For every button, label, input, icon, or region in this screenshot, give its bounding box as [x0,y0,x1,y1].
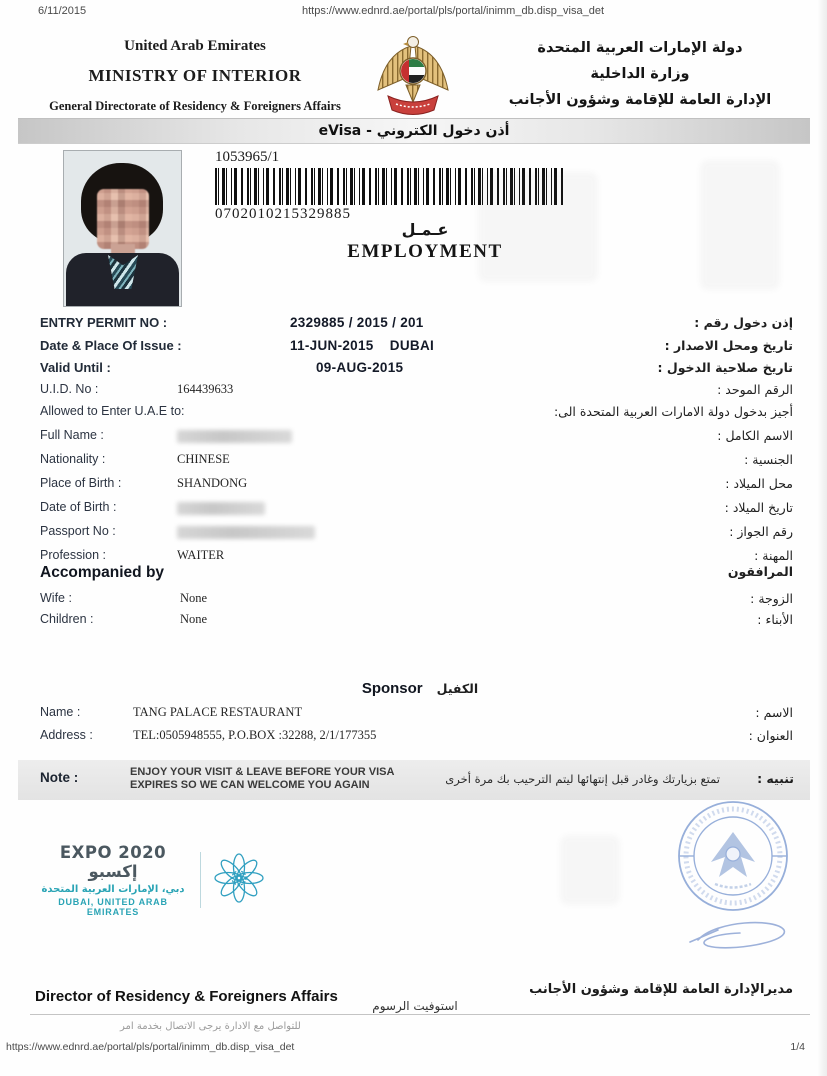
field-label-ar: تاريخ ومحل الاصدار : [664,338,793,353]
field-row-children [0,612,827,632]
field-row-allowed-to-enter [0,404,827,424]
field-label: ENTRY PERMIT NO : [40,315,168,330]
field-value: WAITER [177,548,225,562]
field-label: Valid Until : [40,360,111,375]
field-label: Name : [40,705,81,719]
section-title: Accompanied by [40,564,165,581]
field-value: TEL:0505948555, P.O.BOX :32288, 2/1/177355 [133,728,377,742]
field-label-ar: رقم الجواز : [729,524,793,539]
applicant-photo [63,150,182,307]
director-title-english: Director of Residency & Foreigners Affairs [35,988,338,1005]
field-row-wife [0,591,827,611]
field-label: Passport No : [40,524,116,538]
note-text-english [130,766,394,792]
field-label: Place of Birth : [40,476,122,490]
uae-round-stamp-icon [675,798,791,919]
expo-2020-flower-icon [213,848,265,913]
full-name-redacted-value [177,430,292,443]
fees-collected-text-ar: استوفيت الرسوم [372,999,458,1013]
field-value: None [180,612,208,626]
field-row-valid-until [0,360,827,380]
scan-artifact [560,835,620,905]
date-of-birth-redacted-value [177,502,265,515]
country-name: United Arab Emirates [124,38,266,54]
expo-title: EXPO 2020 إكسبو [59,843,167,881]
field-label: Full Name : [40,428,104,442]
field-label-ar: الاسم الكامل : [717,428,793,443]
scan-artifact [700,160,780,290]
page-number: 1/4 [790,1041,805,1053]
note-line-2: EXPIRES SO WE CAN WELCOME YOU AGAIN [130,779,370,791]
visa-type-arabic: عـمـل [401,220,449,239]
field-label: Date & Place Of Issue : [40,338,182,353]
field-label-ar: محل الميلاد : [725,476,793,491]
field-value: SHANDONG [177,476,248,490]
field-label: U.I.D. No : [40,382,99,396]
field-value: None [180,591,208,605]
field-row-passport-no [0,524,827,544]
field-value: 2329885 / 2015 / 201 [290,315,424,330]
field-value: 11-JUN-2015 DUBAI [290,338,435,353]
directorate-name-ar: الإدارة العامة للإقامة وشؤون الأجانب [508,92,772,108]
print-url: https://www.ednrd.ae/portal/pls/portal/inimm_db.disp_visa_det [301,5,605,17]
field-value: 164439633 [177,382,234,396]
section-title-ar: المرافقون [727,564,793,579]
field-label: Nationality : [40,452,106,466]
note-label: Note : [40,770,79,785]
field-label: Allowed to Enter U.A.E to: [40,404,185,418]
field-row-place-of-birth [0,476,827,496]
field-label: Children : [40,612,94,626]
field-label: Date of Birth : [40,500,117,514]
note-band [18,760,810,800]
footer-url: https://www.ednrd.ae/portal/pls/portal/inimm_db.disp_visa_det [6,1041,295,1053]
field-row-uid-no [0,382,827,402]
country-name-ar: دولة الإمارات العربية المتحدة [537,40,743,56]
note-line-1: ENJOY YOUR VISIT & LEAVE BEFORE YOUR VISA [130,766,395,778]
ministry-name: MINISTRY OF INTERIOR [88,66,302,85]
expo-logo-text [38,843,188,917]
barcode-number: 0702010215329885 [215,206,351,222]
field-value: TANG PALACE RESTAURANT [133,705,303,719]
field-label-ar: الرقم الموحد : [717,382,793,397]
note-label-ar: تنبيه : [757,771,794,786]
section-title-ar: الكفيل [436,681,479,696]
scan-artifact [478,172,598,282]
expo-subtitle-en: DUBAI, UNITED ARAB EMIRATES [58,897,168,917]
field-label: Wife : [40,591,72,605]
handwritten-signature-icon [688,912,792,963]
contact-text-ar: للتواصل مع الادارة يرجى الاتصال بخدمة امر [120,1021,301,1032]
header-english [30,38,360,114]
field-label-ar: أجيز بدخول دولة الامارات العربية المتحدة الى: [553,404,793,419]
field-row-sponsor-address [0,728,827,748]
expo-subtitle-ar: دبي، الإمارات العربية المتحدة [41,884,185,895]
field-label-ar: الزوجة : [750,591,793,606]
visa-type-english: EMPLOYMENT [347,241,503,262]
field-value: CHINESE [177,452,230,466]
field-label-ar: إذن دخول رقم : [694,315,793,330]
note-text-arabic: تمتع بزيارتك وغادر قبل إنتهائها ليتم الترحيب بك مرة أخرى [445,772,720,786]
section-title: Sponsor [361,680,423,697]
field-label-ar: تاريخ صلاحية الدخول : [657,360,793,375]
directorate-name: General Directorate of Residency & Foreigners Affairs [49,99,341,113]
director-title-arabic: مديرالإدارة العامة للإقامة وشؤون الأجانب [529,982,793,997]
print-date: 6/11/2015 [38,5,87,17]
field-label-ar: تاريخ الميلاد : [724,500,793,515]
ministry-name-ar: وزارة الداخلية [590,66,690,82]
field-label-ar: الجنسية : [744,452,793,467]
expo-logo-divider [200,852,201,908]
field-label-ar: الاسم : [755,705,793,720]
sponsor-section-header [320,680,520,697]
field-value: 09-AUG-2015 [316,360,404,375]
field-row-date-place-of-issue [0,338,827,358]
field-label: Profession : [40,548,107,562]
field-label-ar: الأبناء : [757,612,793,627]
field-label-ar: المهنة : [754,548,793,563]
expo-2020-logo [38,843,265,917]
accompanied-by-section-header [0,564,827,584]
footer-divider [30,1014,810,1015]
field-row-entry-permit-no [0,315,827,335]
field-row-sponsor-name [0,705,827,725]
evisa-title-banner: أذن دخول الكتروني - eVisa [18,118,810,144]
permit-serial-number: 1053965/1 [215,149,280,165]
field-label: Address : [40,728,93,742]
field-row-nationality [0,452,827,472]
uae-falcon-emblem-icon [372,30,454,121]
field-label-ar: العنوان : [748,728,793,743]
header-arabic [480,40,800,118]
field-row-date-of-birth [0,500,827,520]
field-row-full-name [0,428,827,448]
passport-no-redacted-value [177,526,315,539]
photo-pixelated-face [97,189,149,249]
